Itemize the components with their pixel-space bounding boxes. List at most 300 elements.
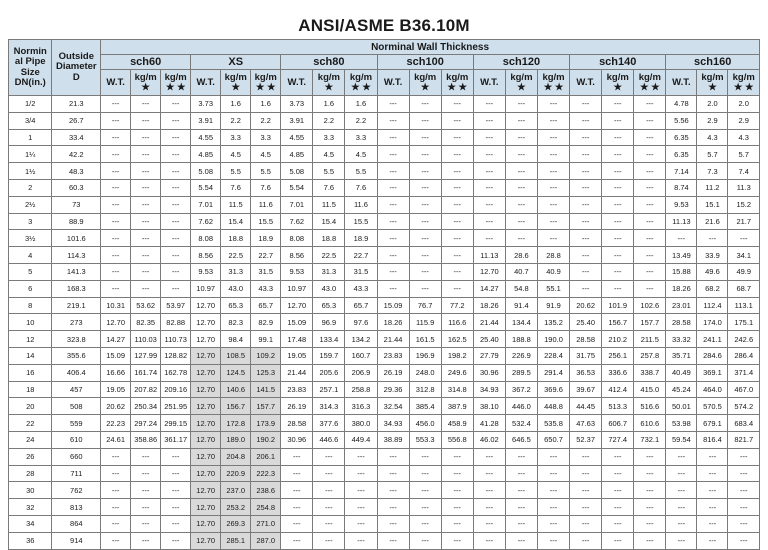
nps-cell: 14 xyxy=(9,347,52,364)
value-cell: 12.70 xyxy=(191,331,221,348)
nps-cell: 3/4 xyxy=(9,112,52,129)
value-cell: --- xyxy=(101,515,131,532)
value-cell: 135.2 xyxy=(537,314,569,331)
value-cell: 377.6 xyxy=(313,415,345,432)
value-cell: --- xyxy=(441,280,473,297)
value-cell: 285.1 xyxy=(221,532,251,549)
value-cell: --- xyxy=(505,146,537,163)
value-cell: --- xyxy=(602,532,634,549)
value-cell: --- xyxy=(473,196,505,213)
value-cell: 65.7 xyxy=(251,297,281,314)
value-cell: 68.2 xyxy=(697,280,728,297)
value-cell: --- xyxy=(570,112,602,129)
value-cell: --- xyxy=(602,280,634,297)
table-row xyxy=(9,381,760,398)
value-cell: 40.49 xyxy=(666,364,697,381)
value-cell: 128.82 xyxy=(161,347,191,364)
value-cell: 7.4 xyxy=(728,163,760,180)
od-cell: 42.2 xyxy=(52,146,101,163)
value-cell: 173.9 xyxy=(251,415,281,432)
value-cell: 172.8 xyxy=(221,415,251,432)
value-cell: 5.7 xyxy=(728,146,760,163)
value-cell: --- xyxy=(441,263,473,280)
value-cell: 650.7 xyxy=(537,431,569,448)
value-cell: 1.6 xyxy=(221,96,251,113)
value-cell: --- xyxy=(101,247,131,264)
value-cell: 816.4 xyxy=(697,431,728,448)
value-cell: --- xyxy=(441,129,473,146)
kgm-subheader-sch80-1 xyxy=(313,70,345,96)
wt-subheader-sch120: W.T. xyxy=(473,70,505,96)
star-marker: ★ xyxy=(141,81,150,93)
value-cell: 157.7 xyxy=(634,314,666,331)
kgm-subheader-sch80-2 xyxy=(345,70,377,96)
value-cell: 732.1 xyxy=(634,431,666,448)
value-cell: 387.9 xyxy=(441,398,473,415)
value-cell: 18.26 xyxy=(473,297,505,314)
value-cell: 28.58 xyxy=(666,314,697,331)
value-cell: 8.08 xyxy=(281,230,313,247)
value-cell: 113.1 xyxy=(728,297,760,314)
value-cell: 10.97 xyxy=(281,280,313,297)
table-row xyxy=(9,230,760,247)
value-cell: --- xyxy=(505,163,537,180)
value-cell: --- xyxy=(728,465,760,482)
nps-cell: 5 xyxy=(9,263,52,280)
value-cell: 175.1 xyxy=(728,314,760,331)
value-cell: 1.6 xyxy=(313,96,345,113)
value-cell: --- xyxy=(281,499,313,516)
value-cell: --- xyxy=(505,213,537,230)
value-cell: --- xyxy=(473,448,505,465)
value-cell: --- xyxy=(345,448,377,465)
value-cell: 338.7 xyxy=(634,364,666,381)
value-cell: 31.5 xyxy=(251,263,281,280)
value-cell: 291.4 xyxy=(537,364,569,381)
value-cell: --- xyxy=(602,448,634,465)
value-cell: 32.54 xyxy=(377,398,409,415)
table-body xyxy=(9,96,760,550)
value-cell: --- xyxy=(131,280,161,297)
value-cell: 11.6 xyxy=(251,196,281,213)
value-cell: 133.4 xyxy=(313,331,345,348)
value-cell: --- xyxy=(409,532,441,549)
value-cell: --- xyxy=(409,465,441,482)
value-cell: 10.31 xyxy=(101,297,131,314)
table-row xyxy=(9,364,760,381)
value-cell: 15.2 xyxy=(728,196,760,213)
value-cell: 7.3 xyxy=(697,163,728,180)
value-cell: 33.9 xyxy=(697,247,728,264)
value-cell: --- xyxy=(161,247,191,264)
value-cell: --- xyxy=(728,230,760,247)
value-cell: --- xyxy=(377,129,409,146)
value-cell: --- xyxy=(505,532,537,549)
value-cell: --- xyxy=(473,482,505,499)
value-cell: 5.08 xyxy=(281,163,313,180)
value-cell: --- xyxy=(377,448,409,465)
value-cell: 4.5 xyxy=(251,146,281,163)
value-cell: 59.54 xyxy=(666,431,697,448)
value-cell: 31.3 xyxy=(313,263,345,280)
value-cell: --- xyxy=(409,196,441,213)
value-cell: 3.73 xyxy=(281,96,313,113)
value-cell: 54.8 xyxy=(505,280,537,297)
kgm-unit-label: kg/m xyxy=(254,71,277,83)
value-cell: 12.70 xyxy=(191,381,221,398)
value-cell: 34.93 xyxy=(377,415,409,432)
value-cell: --- xyxy=(666,482,697,499)
table-row xyxy=(9,465,760,482)
value-cell: 7.6 xyxy=(313,179,345,196)
value-cell: --- xyxy=(131,465,161,482)
value-cell: 358.86 xyxy=(131,431,161,448)
value-cell: --- xyxy=(473,515,505,532)
od-cell: 141.3 xyxy=(52,263,101,280)
value-cell: 98.4 xyxy=(221,331,251,348)
value-cell: 53.62 xyxy=(131,297,161,314)
value-cell: --- xyxy=(697,230,728,247)
value-cell: --- xyxy=(602,247,634,264)
value-cell: 241.1 xyxy=(697,331,728,348)
nps-cell: 2 xyxy=(9,179,52,196)
value-cell: --- xyxy=(409,280,441,297)
value-cell: --- xyxy=(473,213,505,230)
value-cell: --- xyxy=(505,230,537,247)
value-cell: --- xyxy=(602,96,634,113)
value-cell: 124.5 xyxy=(221,364,251,381)
od-cell: 88.9 xyxy=(52,213,101,230)
value-cell: --- xyxy=(441,146,473,163)
nps-cell: 32 xyxy=(9,499,52,516)
kgm-subheader-sch160-2 xyxy=(728,70,760,96)
kgm-subheader-sch120-2 xyxy=(537,70,569,96)
value-cell: 5.08 xyxy=(191,163,221,180)
value-cell: --- xyxy=(473,465,505,482)
value-cell: --- xyxy=(313,515,345,532)
value-cell: --- xyxy=(441,96,473,113)
schedule-header-sch160: sch160 xyxy=(666,55,760,70)
value-cell: --- xyxy=(161,515,191,532)
value-cell: --- xyxy=(602,482,634,499)
nps-cell: 18 xyxy=(9,381,52,398)
value-cell: --- xyxy=(666,465,697,482)
value-cell: 226.9 xyxy=(505,347,537,364)
wt-subheader-sch80: W.T. xyxy=(281,70,313,96)
value-cell: --- xyxy=(697,532,728,549)
value-cell: 3.91 xyxy=(281,112,313,129)
value-cell: --- xyxy=(441,448,473,465)
value-cell: --- xyxy=(728,482,760,499)
value-cell: 38.89 xyxy=(377,431,409,448)
value-cell: --- xyxy=(409,230,441,247)
nps-cell: 1¼ xyxy=(9,146,52,163)
value-cell: 415.0 xyxy=(634,381,666,398)
value-cell: 19.05 xyxy=(281,347,313,364)
value-cell: --- xyxy=(505,112,537,129)
kgm-unit-label: kg/m xyxy=(606,71,629,83)
value-cell: --- xyxy=(697,499,728,516)
value-cell: 19.05 xyxy=(101,381,131,398)
value-cell: 371.4 xyxy=(728,364,760,381)
value-cell: --- xyxy=(570,280,602,297)
od-cell: 864 xyxy=(52,515,101,532)
value-cell: 209.16 xyxy=(161,381,191,398)
value-cell: --- xyxy=(570,196,602,213)
value-cell: 5.56 xyxy=(666,112,697,129)
value-cell: --- xyxy=(409,247,441,264)
table-row xyxy=(9,163,760,180)
value-cell: 570.5 xyxy=(697,398,728,415)
value-cell: --- xyxy=(602,263,634,280)
value-cell: --- xyxy=(570,263,602,280)
value-cell: 446.0 xyxy=(505,398,537,415)
value-cell: --- xyxy=(473,532,505,549)
value-cell: --- xyxy=(441,465,473,482)
value-cell: --- xyxy=(537,129,569,146)
schedule-header-sch60: sch60 xyxy=(101,55,191,70)
value-cell: --- xyxy=(634,213,666,230)
value-cell: --- xyxy=(313,465,345,482)
value-cell: 646.5 xyxy=(505,431,537,448)
value-cell: --- xyxy=(377,532,409,549)
value-cell: --- xyxy=(131,163,161,180)
value-cell: 316.3 xyxy=(345,398,377,415)
value-cell: --- xyxy=(377,96,409,113)
value-cell: --- xyxy=(377,482,409,499)
value-cell: 198.2 xyxy=(441,347,473,364)
value-cell: 12.70 xyxy=(191,482,221,499)
schedule-header-sch140: sch140 xyxy=(570,55,666,70)
value-cell: 39.67 xyxy=(570,381,602,398)
value-cell: --- xyxy=(537,465,569,482)
value-cell: --- xyxy=(697,448,728,465)
value-cell: 1.6 xyxy=(251,96,281,113)
value-cell: --- xyxy=(409,263,441,280)
value-cell: 49.6 xyxy=(697,263,728,280)
value-cell: 222.3 xyxy=(251,465,281,482)
nps-cell: 4 xyxy=(9,247,52,264)
value-cell: 82.3 xyxy=(221,314,251,331)
value-cell: 15.09 xyxy=(101,347,131,364)
nps-cell: 22 xyxy=(9,415,52,432)
value-cell: 7.6 xyxy=(221,179,251,196)
star-marker: ★ xyxy=(517,81,526,93)
value-cell: 102.6 xyxy=(634,297,666,314)
value-cell: 11.13 xyxy=(666,213,697,230)
table-row xyxy=(9,415,760,432)
nps-cell: 36 xyxy=(9,532,52,549)
value-cell: 12.70 xyxy=(191,415,221,432)
value-cell: --- xyxy=(161,196,191,213)
table-row xyxy=(9,431,760,448)
value-cell: 2.2 xyxy=(221,112,251,129)
value-cell: 156.7 xyxy=(602,314,634,331)
value-cell: 3.3 xyxy=(313,129,345,146)
value-cell: 12.70 xyxy=(191,398,221,415)
value-cell: 97.6 xyxy=(345,314,377,331)
value-cell: --- xyxy=(570,482,602,499)
value-cell: --- xyxy=(161,448,191,465)
wt-subheader-sch60: W.T. xyxy=(101,70,131,96)
value-cell: 157.7 xyxy=(251,398,281,415)
star-marker: ★ xyxy=(420,81,430,93)
value-cell: 467.0 xyxy=(728,381,760,398)
table-row xyxy=(9,398,760,415)
value-cell: 574.2 xyxy=(728,398,760,415)
value-cell: --- xyxy=(101,129,131,146)
value-cell: 513.3 xyxy=(602,398,634,415)
value-cell: 22.23 xyxy=(101,415,131,432)
value-cell: --- xyxy=(537,499,569,516)
kgm-unit-label: kg/m xyxy=(134,71,157,83)
value-cell: 2.0 xyxy=(697,96,728,113)
value-cell: 9.53 xyxy=(666,196,697,213)
value-cell: --- xyxy=(473,163,505,180)
value-cell: 257.1 xyxy=(313,381,345,398)
value-cell: 237.0 xyxy=(221,482,251,499)
value-cell: 36.53 xyxy=(570,364,602,381)
value-cell: 20.62 xyxy=(570,297,602,314)
value-cell: --- xyxy=(161,146,191,163)
value-cell: 26.19 xyxy=(281,398,313,415)
kgm-unit-label: kg/m xyxy=(510,71,533,83)
value-cell: --- xyxy=(634,482,666,499)
value-cell: 2.2 xyxy=(345,112,377,129)
value-cell: --- xyxy=(602,196,634,213)
value-cell: --- xyxy=(570,146,602,163)
value-cell: 99.1 xyxy=(251,331,281,348)
schedule-header-sch100: sch100 xyxy=(377,55,473,70)
value-cell: --- xyxy=(570,448,602,465)
value-cell: 248.0 xyxy=(409,364,441,381)
value-cell: --- xyxy=(313,482,345,499)
value-cell: 110.03 xyxy=(131,331,161,348)
value-cell: --- xyxy=(537,213,569,230)
value-cell: 77.2 xyxy=(441,297,473,314)
value-cell: 21.44 xyxy=(281,364,313,381)
value-cell: --- xyxy=(161,532,191,549)
value-cell: --- xyxy=(602,146,634,163)
value-cell: --- xyxy=(473,499,505,516)
value-cell: 821.7 xyxy=(728,431,760,448)
value-cell: --- xyxy=(161,129,191,146)
value-cell: 12.70 xyxy=(191,347,221,364)
value-cell: 190.2 xyxy=(251,431,281,448)
document-title: ANSI/ASME B36.10M xyxy=(298,16,470,35)
kgm-subheader-xs-1 xyxy=(221,70,251,96)
star-marker: ★ ★ xyxy=(255,81,276,93)
star-marker: ★ xyxy=(324,81,334,93)
value-cell: --- xyxy=(570,129,602,146)
value-cell: --- xyxy=(602,213,634,230)
value-cell: 43.3 xyxy=(345,280,377,297)
nps-cell: 6 xyxy=(9,280,52,297)
value-cell: 7.6 xyxy=(251,179,281,196)
od-cell: 457 xyxy=(52,381,101,398)
value-cell: 24.61 xyxy=(101,431,131,448)
value-cell: --- xyxy=(634,532,666,549)
value-cell: 297.24 xyxy=(131,415,161,432)
value-cell: --- xyxy=(697,465,728,482)
value-cell: 289.5 xyxy=(505,364,537,381)
value-cell: 116.6 xyxy=(441,314,473,331)
value-cell: 7.62 xyxy=(191,213,221,230)
value-cell: --- xyxy=(161,213,191,230)
od-cell: 406.4 xyxy=(52,364,101,381)
value-cell: 26.19 xyxy=(377,364,409,381)
value-cell: --- xyxy=(473,230,505,247)
value-cell: 228.4 xyxy=(537,347,569,364)
value-cell: 312.8 xyxy=(409,381,441,398)
value-cell: 3.91 xyxy=(191,112,221,129)
value-cell: 13.49 xyxy=(666,247,697,264)
star-marker: ★ xyxy=(231,81,240,93)
value-cell: 449.4 xyxy=(345,431,377,448)
value-cell: --- xyxy=(666,448,697,465)
nps-cell: 3 xyxy=(9,213,52,230)
value-cell: --- xyxy=(634,112,666,129)
nps-cell: 1½ xyxy=(9,163,52,180)
value-cell: 82.35 xyxy=(131,314,161,331)
value-cell: --- xyxy=(313,499,345,516)
value-cell: --- xyxy=(634,247,666,264)
value-cell: 33.32 xyxy=(666,331,697,348)
value-cell: 7.01 xyxy=(191,196,221,213)
star-marker: ★ xyxy=(708,81,717,93)
value-cell: 385.4 xyxy=(409,398,441,415)
value-cell: 16.66 xyxy=(101,364,131,381)
value-cell: --- xyxy=(409,146,441,163)
value-cell: --- xyxy=(101,482,131,499)
table-row xyxy=(9,247,760,264)
value-cell: --- xyxy=(537,230,569,247)
table-row xyxy=(9,482,760,499)
value-cell: 5.54 xyxy=(281,179,313,196)
value-cell: --- xyxy=(377,213,409,230)
table-row xyxy=(9,314,760,331)
value-cell: 15.09 xyxy=(281,314,313,331)
value-cell: --- xyxy=(537,146,569,163)
value-cell: --- xyxy=(377,465,409,482)
value-cell: --- xyxy=(377,499,409,516)
value-cell: 15.4 xyxy=(313,213,345,230)
kgm-unit-label: kg/m xyxy=(446,71,469,83)
value-cell: 28.58 xyxy=(570,331,602,348)
value-cell: 12.70 xyxy=(191,431,221,448)
value-cell: 12.70 xyxy=(191,532,221,549)
value-cell: --- xyxy=(101,196,131,213)
value-cell: --- xyxy=(537,112,569,129)
value-cell: --- xyxy=(602,515,634,532)
value-cell: 115.9 xyxy=(409,314,441,331)
value-cell: 205.6 xyxy=(313,364,345,381)
value-cell: 727.4 xyxy=(602,431,634,448)
value-cell: 15.09 xyxy=(377,297,409,314)
value-cell: 40.7 xyxy=(505,263,537,280)
value-cell: --- xyxy=(131,515,161,532)
od-cell: 323.8 xyxy=(52,331,101,348)
value-cell: 4.55 xyxy=(281,129,313,146)
nps-cell: 10 xyxy=(9,314,52,331)
value-cell: --- xyxy=(634,448,666,465)
schedule-header-sch80: sch80 xyxy=(281,55,377,70)
star-marker: ★ ★ xyxy=(351,81,371,93)
value-cell: 68.7 xyxy=(728,280,760,297)
value-cell: --- xyxy=(161,230,191,247)
od-cell: 711 xyxy=(52,465,101,482)
value-cell: 336.6 xyxy=(602,364,634,381)
